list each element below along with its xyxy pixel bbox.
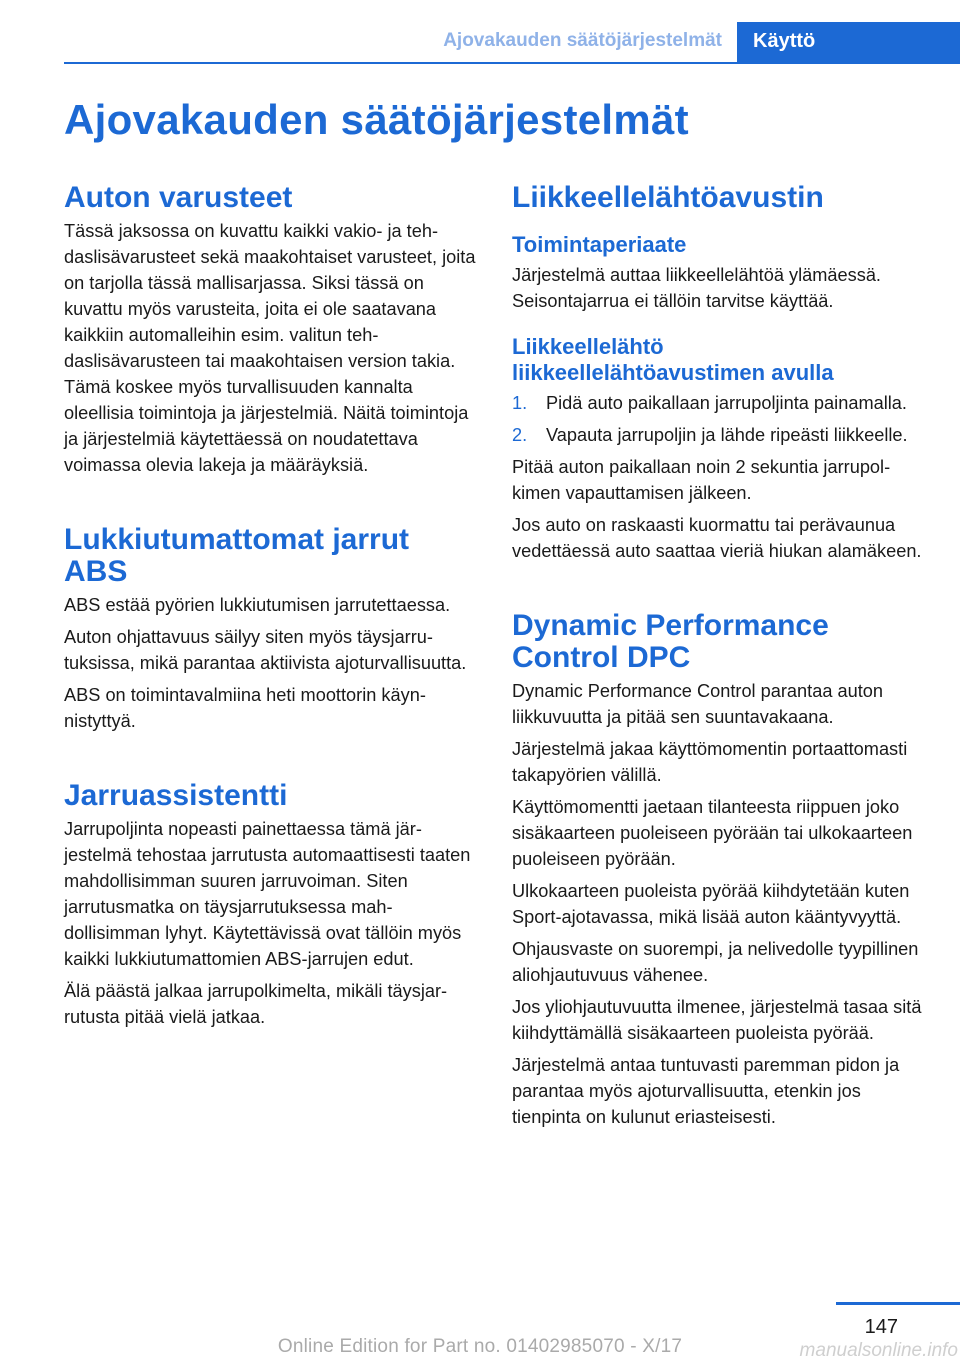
footer-edition: Online Edition for Part no. 01402985070 - X/17 [277, 1336, 683, 1357]
watermark: manualsonline.info [799, 1340, 958, 1361]
dpc-paragraph-7: Järjestelmä antaa tuntuvasti paremman pidon ja parantaa myös ajoturvallisuutta, etenkin jos tienpinta on kulunut eriasteisesti. [512, 1055, 900, 1127]
dpc-paragraph-3: Käyttömomentti jaetaan tilanteesta riippuen joko sisäkaarteen puoleiseen pyörään tai ulkokaarteen puoleiseen pyörään. [512, 797, 913, 869]
section-abs [64, 524, 480, 734]
step-number: 1. [512, 393, 528, 413]
abs-heading-line1: Lukkiutumattomat jarrut [64, 523, 410, 556]
header-rule [64, 62, 960, 64]
page-number: 147 [864, 1316, 898, 1338]
list-item [512, 390, 930, 416]
list-item [512, 422, 930, 448]
page-title: Ajovakauden säätöjärjestelmät [64, 96, 689, 143]
brake-assist-paragraph-2: Älä päästä jalkaa jarrupolkimelta, mikäli täysjarrutusta pitää vielä jatkaa. [64, 981, 448, 1027]
hill-start-heading: Liikkeellelähtöavustin [512, 181, 824, 214]
step-text: Pidä auto paikallaan jarrupoljinta painamalla. [546, 393, 907, 413]
dpc-heading-line2: Control DPC [512, 641, 691, 674]
step-text: Vapauta jarrupoljin ja lähde ripeästi liikkeelle. [546, 425, 908, 445]
dpc-paragraph-1: Dynamic Performance Control parantaa auton liikkuvuutta ja pitää sen suuntavakaana. [512, 681, 884, 727]
dpc-paragraph-5: Ohjausvaste on suorempi, ja nelivedolle tyypillinen aliohjautuvuus vähenee. [512, 939, 919, 985]
header-section-title: Ajovakauden säätöjärjestelmät [443, 30, 722, 51]
right-column [512, 182, 930, 1136]
dpc-paragraph-4: Ulkokaarteen puoleista pyörää kiihdytetään kuten Sport-ajotavassa, mikä lisää auton kääntyvyyttä. [512, 881, 910, 927]
abs-paragraph-3: ABS on toimintavalmiina heti moottorin käynnistyttyä. [64, 685, 426, 731]
dpc-paragraph-6: Jos yliohjautuvuutta ilmenee, järjestelmä tasaa sitä kiihdyttämällä sisäkaarteen puoleista pyörää. [512, 997, 922, 1043]
hill-start-subheading-line2: liikkeellelähtöavustimen avulla [512, 360, 834, 385]
hill-start-subheading [512, 334, 930, 386]
abs-paragraph-2: Auton ohjattavuus säilyy siten myös täysjarrutuksissa, mikä parantaa aktiivista ajoturvallisuutta. [64, 627, 467, 673]
brake-assist-paragraph-1: Jarrupoljinta nopeasti painettaessa tämä järjestelmä tehostaa jarrutusta automaattisesti taaten mahdollisimman suuren jarruvoiman. Siten jarrutusmatka on täysjarrutuksessa mahdollisimman lyhyt. Käytettävissä ovat tällöin myös kaikki lukkiutumattomien ABS-jarrujen edut. [64, 819, 471, 969]
principle-text: Järjestelmä auttaa liikkeellelähtöä ylämäessä. Seisontajarrua ei tällöin tarvitse käyttää. [512, 265, 881, 311]
equipment-text: Tässä jaksossa on kuvattu kaikki vakio- ja tehdaslisävarusteet sekä maakohtaiset varusteet, joita on tarjolla tässä mallisarjassa. Siksi tässä on kuvattu myös varusteita, joita ei ole saatavana kaikkiin automalleihin esim. valitun tehdaslisävarusteen tai maakohtaisen version takia. Tämä koskee myös turvallisuuden kannalta oleellisia toimintoja ja järjestelmiä. Näitä toimintoja ja järjestelmiä käytettäessä on noudatettava voimassa olevia lakeja ja määräyksiä. [64, 221, 476, 475]
principle-subheading: Toimintaperiaate [512, 232, 687, 257]
steps-list [512, 390, 930, 448]
hill-start-paragraph-3: Jos auto on raskaasti kuormattu tai perävaunua vedettäessä auto saattaa vieriä hiukan alamäkeen. [512, 515, 922, 561]
brake-assist-heading: Jarruassistentti [64, 779, 288, 812]
dpc-heading [512, 610, 930, 674]
header-chapter-tab: Käyttö [737, 22, 960, 64]
dpc-heading-line1: Dynamic Performance [512, 609, 829, 642]
abs-heading [64, 524, 480, 588]
hill-start-subheading-line1: Liikkeellelähtö [512, 334, 664, 359]
dpc-paragraph-2: Järjestelmä jakaa käyttömomentin portaattomasti takapyörien välillä. [512, 739, 908, 785]
section-dpc [512, 610, 930, 1130]
equipment-heading: Auton varusteet [64, 181, 293, 214]
step-number: 2. [512, 425, 528, 445]
footer-rule [836, 1302, 960, 1305]
abs-paragraph-1: ABS estää pyörien lukkiutumisen jarrutettaessa. [64, 595, 451, 615]
section-equipment [64, 182, 480, 478]
section-hill-start [512, 182, 930, 564]
abs-heading-line2: ABS [64, 555, 128, 588]
section-brake-assist [64, 780, 480, 1030]
hill-start-paragraph-2: Pitää auton paikallaan noin 2 sekuntia jarrupolkimen vapauttamisen jälkeen. [512, 457, 891, 503]
left-column [64, 182, 480, 1036]
